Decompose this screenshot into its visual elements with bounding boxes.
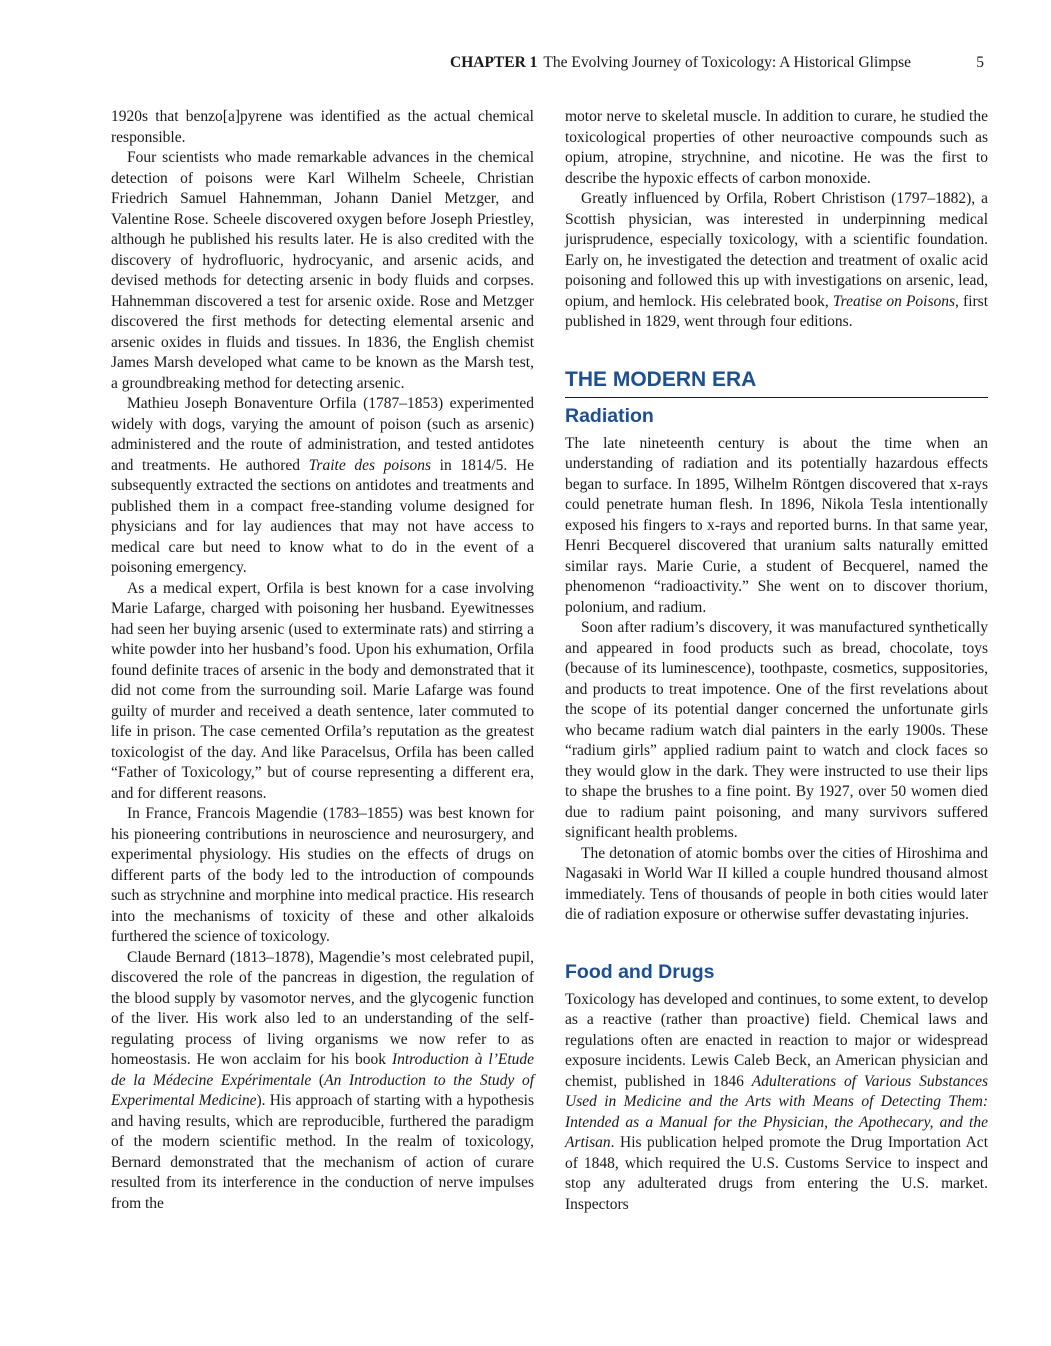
paragraph xyxy=(565,189,988,333)
text-run: Claude Bernard (1813–1878), Magendie’s most celebrated pupil, discovered the role of the pancreas in digestion, the regulation of the blood supply by vasomotor nerves, and the glycogenic function of the liver. His work also led to an understanding of the self-regulating process of living organisms we now refer to as homeostasis. He won acclaim for his book xyxy=(111,948,534,1068)
text-run: . His publication helped promote the Drug Importation Act of 1848, which required the U.S. Customs Service to inspect and stop any adulterated drugs from entering the U.S. market. Inspectors xyxy=(565,1134,988,1213)
right-column xyxy=(565,107,988,1215)
paragraph: 1920s that benzo[a]pyrene was identified as the actual chemical responsible. xyxy=(111,108,534,146)
book-title: An Introduction to the Study of Experimental Medicine xyxy=(111,1071,535,1109)
text-run: Mathieu Joseph Bonaventure Orfila (1787–1853) experimented widely with dogs, varying the amount of poison (such as arsenic) administered and the route of administration, and tested antidotes and treatments. He authored xyxy=(111,395,534,474)
paragraph: The late nineteenth century is about the time when an understanding of radiation and its potentially hazardous effects began to surface. In 1895, Wilhelm Röntgen discovered that x-rays could penetrate human flesh. In 1896, Nikola Tesla intentionally exposed his fingers to x-rays and reported burns. In that same year, Henri Becquerel discovered that uranium salts naturally emitted similar rays. Marie Curie, a student of Becquerel, named the phenomenon “radioactivity.” She went on to discover thorium, polonium, and radium. xyxy=(565,434,988,616)
text-run: in 1814/5. He subsequently extracted the sections on antidotes and treatments and published them in a compact free-standing volume designed for physicians and for lay audiences that may not have access to medical care but need to know what to do in the event of a poisoning emergency. xyxy=(111,456,535,576)
paragraph: As a medical expert, Orfila is best known for a case involving Marie Lafarge, charged with poisoning her husband. Eyewitnesses had seen her buying arsenic (used to exterminate rats) and stirring a white powder into her husband’s food. Upon his exhumation, Orfila found definite traces of arsenic in the body and demonstrated that it did not come from the surrounding soil. Marie Lafarge was found guilty of murder and received a death sentence, later commuted to life in prison. The case cemented Orfila’s reputation as the greatest toxicologist of the day. And like Paracelsus, Orfila has been called “Father of Toxicology,” but of course representing a different era, and for different reasons. xyxy=(111,579,534,802)
book-title: Treatise on Poisons xyxy=(832,292,956,310)
paragraph: Four scientists who made remarkable advances in the chemical detection of poisons were Karl Wilhelm Scheele, Christian Friedrich Samuel Hahnemman, Johann Daniel Metzger, and Valentine Rose. Scheele discovered oxygen before Joseph Priestley, although he published his results later. He is also credited with the discovery of hydrofluoric, hydrocyanic, and arsenic acids, and devised methods for detecting arsenic in body fluids and corpses. Hahnemman discovered a test for arsenic oxide. Rose and Metzger discovered the first methods for detecting elemental arsenic and arsenic oxides in fluids and tissues. In 1836, the English chemist James Marsh developed what came to be known as the Marsh test, a groundbreaking method for detecting arsenic. xyxy=(111,149,534,392)
paragraph: motor nerve to skeletal muscle. In addition to curare, he studied the toxicological properties of other neuroactive compounds such as opium, atropine, strychnine, and nicotine. He was the first to describe the hypoxic effects of carbon monoxide. xyxy=(565,108,988,187)
subheading-radiation: Radiation xyxy=(565,404,654,427)
paragraph: The detonation of atomic bombs over the cities of Hiroshima and Nagasaki in World War II killed a couple hundred thousand almost immediately. Tens of thousands of people in both cities would later die of radiation exposure or otherwise suffer devastating injuries. xyxy=(565,844,988,923)
paragraph xyxy=(111,948,534,1215)
paragraph xyxy=(565,990,988,1216)
chapter-label: CHAPTER 1 xyxy=(450,54,538,71)
text-run: Greatly influenced by Orfila, Robert Christison (1797–1882), a Scottish physician, was interested in underpinning medical jurisprudence, especially toxicology, with a scientific foundation. Early on, he investigated the detection and treatment of oxalic acid poisoning and followed this up with investigations on arsenic, lead, opium, and hemlock. His celebrated book, xyxy=(565,190,988,310)
left-column xyxy=(111,107,534,1214)
running-head xyxy=(450,52,990,74)
text-run: , first published in 1829, went through four editions. xyxy=(565,292,988,330)
text-run: Toxicology has developed and continues, to some extent, to develop as a reactive (rather than proactive) field. Chemical laws and regulations often are enacted in reaction to major or widespread exposure incidents. Lewis Caleb Beck, an American physician and chemist, published in 1846 xyxy=(565,990,988,1090)
chapter-title: The Evolving Journey of Toxicology: A Historical Glimpse xyxy=(543,54,911,71)
book-title: Introduction à l’Etude de la Médecine Expérimentale xyxy=(111,1051,535,1089)
book-title: Adulterations of Various Substances Used in Medicine and the Arts with Means of Detecting Them: Intended as a Manual for the Physician, the Apothecary, and the Artisan xyxy=(565,1072,988,1151)
paragraph: Soon after radium’s discovery, it was manufactured synthetically and appeared in food products such as bread, chocolate, toys (because of its luminescence), toothpaste, cosmetics, suppositories, and products to treat impotence. One of the first revelations about the scope of its potential danger concerned the unfortunate girls who became radium watch dial painters in the early 1900s. These “radium girls” applied radium paint to watch and clock faces so they would glow in the dark. They were instructed to use their lips to shape the brushes to a fine point. By 1927, over 50 women died due to radium paint poisoning, and many survivors suffered significant health problems. xyxy=(565,619,988,841)
paragraph xyxy=(111,394,534,579)
book-title: Traite des poisons xyxy=(308,456,432,474)
section-heading-modern-era: THE MODERN ERA xyxy=(565,367,988,398)
text-run: ). His approach of starting with a hypothesis and having results, which are reproducible, furthered the paradigm of the modern scientific method. In the realm of toxicology, Bernard demonstrated that the mechanism of action of curare resulted from its interference in the conduction of nerve impulses from the xyxy=(111,1092,535,1212)
subheading-food-and-drugs: Food and Drugs xyxy=(565,960,715,983)
page-number: 5 xyxy=(976,54,984,71)
text-run: ( xyxy=(311,1071,325,1089)
paragraph: In France, Francois Magendie (1783–1855) was best known for his pioneering contributions in neuroscience and neurosurgery, and experimental physiology. His studies on the effects of drugs on different parts of the body led to the introduction of compounds such as strychnine and morphine into medical practice. His research into the mechanisms of toxicity of these and other alkaloids furthered the science of toxicology. xyxy=(111,805,534,945)
